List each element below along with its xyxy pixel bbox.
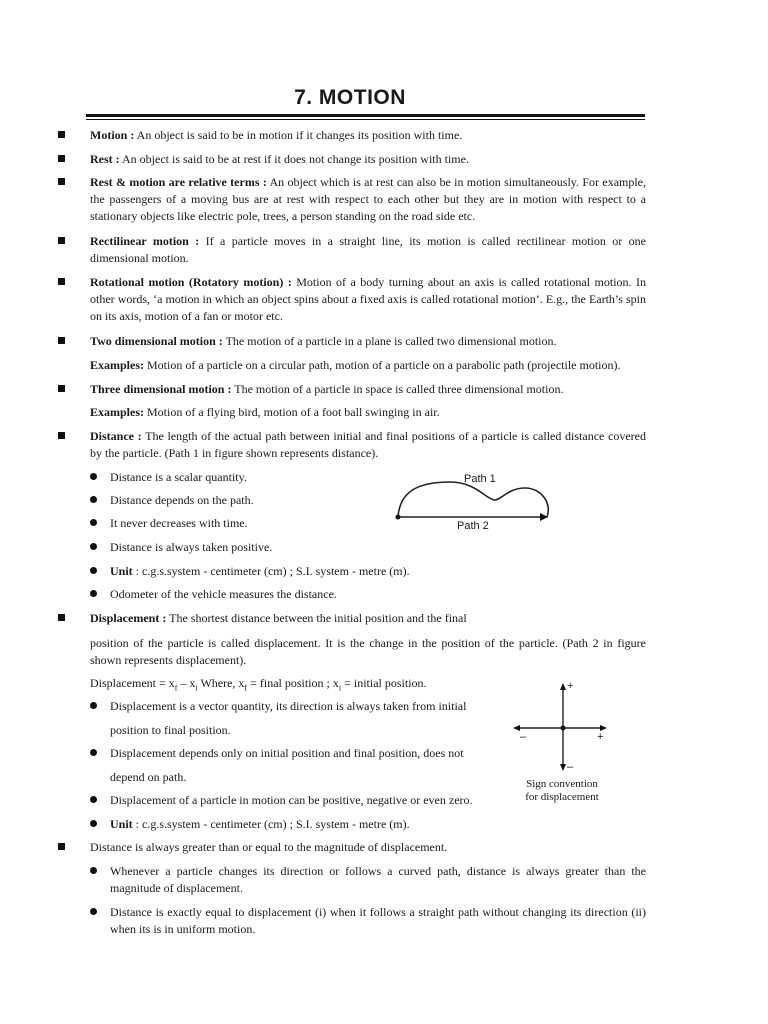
displacement-point: Displacement is a vector quantity, its direction is always taken from initial	[110, 699, 467, 713]
distance-point: Distance is always taken positive.	[110, 540, 273, 554]
displacement-point-cont: depend on path.	[110, 770, 187, 784]
item-rectilinear: Rectilinear motion : If a particle moves in a straight line, its motion is called rectilinear motion or one dimensional motion.	[90, 234, 646, 265]
round-bullet	[90, 702, 97, 709]
displacement-point: Displacement of a particle in motion can be positive, negative or even zero.	[110, 793, 473, 807]
displacement-formula: Displacement = $x_f - x_i$ Where, $x_f$ = final position ; $x_i$ = initial position.	[90, 676, 427, 693]
start-point	[396, 515, 401, 520]
square-bullet	[58, 337, 65, 344]
sign-plus-top: +	[567, 680, 574, 692]
greater-point: Distance is exactly equal to displacement (i) when it follows a straight path without changing its direction (ii) when its is in uniform motion.	[110, 905, 646, 936]
round-bullet	[90, 590, 97, 597]
square-bullet	[58, 178, 65, 185]
round-bullet	[90, 473, 97, 480]
sign-minus-left: –	[520, 731, 527, 743]
distance-point: Distance depends on the path.	[110, 493, 254, 507]
round-bullet	[90, 567, 97, 574]
square-bullet	[58, 843, 65, 850]
round-bullet	[90, 820, 97, 827]
displacement-point-cont: position to final position.	[110, 723, 231, 737]
title-rule-thick	[86, 114, 645, 117]
path-2-label: Path 2	[457, 520, 489, 532]
path-1-label: Path 1	[464, 473, 496, 485]
round-bullet	[90, 796, 97, 803]
distance-odometer: Odometer of the vehicle measures the distance.	[110, 587, 337, 601]
square-bullet	[58, 278, 65, 285]
item-two-dimensional: Two dimensional motion : The motion of a particle in a plane is called two dimensional motion.	[90, 334, 557, 348]
item-motion: Motion : An object is said to be in motion if it changes its position with time.	[90, 128, 463, 142]
title-rule-thin	[86, 119, 645, 120]
sign-plus-right: +	[597, 731, 604, 743]
sign-caption: Sign convention for displacement	[525, 778, 599, 803]
item-three-dimensional-examples: Examples: Motion of a flying bird, motion of a foot ball swinging in air.	[90, 405, 440, 419]
item-rotational: Rotational motion (Rotatory motion) : Motion of a body turning about an axis is called rotational motion. In other words, ‘a motion in which an object spins about a fixed axis is called rotational motion’. E.g., the Earth’s spin on its axis, motion of a fan or motor etc.	[90, 275, 646, 323]
displacement-point: Displacement depends only on initial position and final position, does not	[110, 746, 464, 760]
distance-point: It never decreases with time.	[110, 516, 248, 530]
item-distance: Distance : The length of the actual path between initial and final positions of a particle is called distance covered by the particle. (Path 1 in figure shown represents distance).	[90, 429, 646, 460]
round-bullet	[90, 496, 97, 503]
path-1-curve	[398, 482, 548, 517]
item-two-dimensional-examples: Examples: Motion of a particle on a circular path, motion of a particle on a parabolic path (projectile motion).	[90, 358, 621, 372]
origin-point	[561, 726, 566, 731]
round-bullet	[90, 867, 97, 874]
item-displacement-cont: position of the particle is called displacement. It is the change in the position of the particle. (Path 2 in figure shown represents displacement).	[90, 636, 646, 667]
item-distance-greater: Distance is always greater than or equal to the magnitude of displacement.	[90, 840, 448, 854]
square-bullet	[58, 237, 65, 244]
square-bullet	[58, 614, 65, 621]
round-bullet	[90, 908, 97, 915]
displacement-unit: Unit : c.g.s.system - centimeter (cm) ; S.I. system - metre (m).	[110, 817, 410, 831]
item-three-dimensional: Three dimensional motion : The motion of a particle in space is called three dimensional motion.	[90, 382, 564, 396]
distance-point: Distance is a scalar quantity.	[110, 470, 247, 484]
item-displacement: Displacement : The shortest distance between the initial position and the final	[90, 611, 467, 625]
round-bullet	[90, 749, 97, 756]
square-bullet	[58, 131, 65, 138]
end-arrow	[540, 513, 548, 521]
item-rest: Rest : An object is said to be at rest if it does not change its position with time.	[90, 152, 469, 166]
round-bullet	[90, 519, 97, 526]
item-relative-terms: Rest & motion are relative terms : An object which is at rest can also be in motion simultaneously. For example, the passengers of a moving bus are at rest with respect to each other but they are in motion with respect to a stationary objects like electric pole, trees, a person standing on the road side etc.	[90, 175, 647, 223]
square-bullet	[58, 155, 65, 162]
sign-convention-figure	[510, 680, 610, 775]
distance-unit: Unit : c.g.s.system - centimeter (cm) ; S.I. system - metre (m).	[110, 564, 410, 578]
sign-minus-bottom: –	[567, 761, 574, 773]
square-bullet	[58, 432, 65, 439]
page-title: 7. MOTION	[294, 86, 406, 109]
greater-point: Whenever a particle changes its direction or follows a curved path, distance is always greater than the magnitude of displacement.	[110, 864, 646, 895]
round-bullet	[90, 543, 97, 550]
square-bullet	[58, 385, 65, 392]
